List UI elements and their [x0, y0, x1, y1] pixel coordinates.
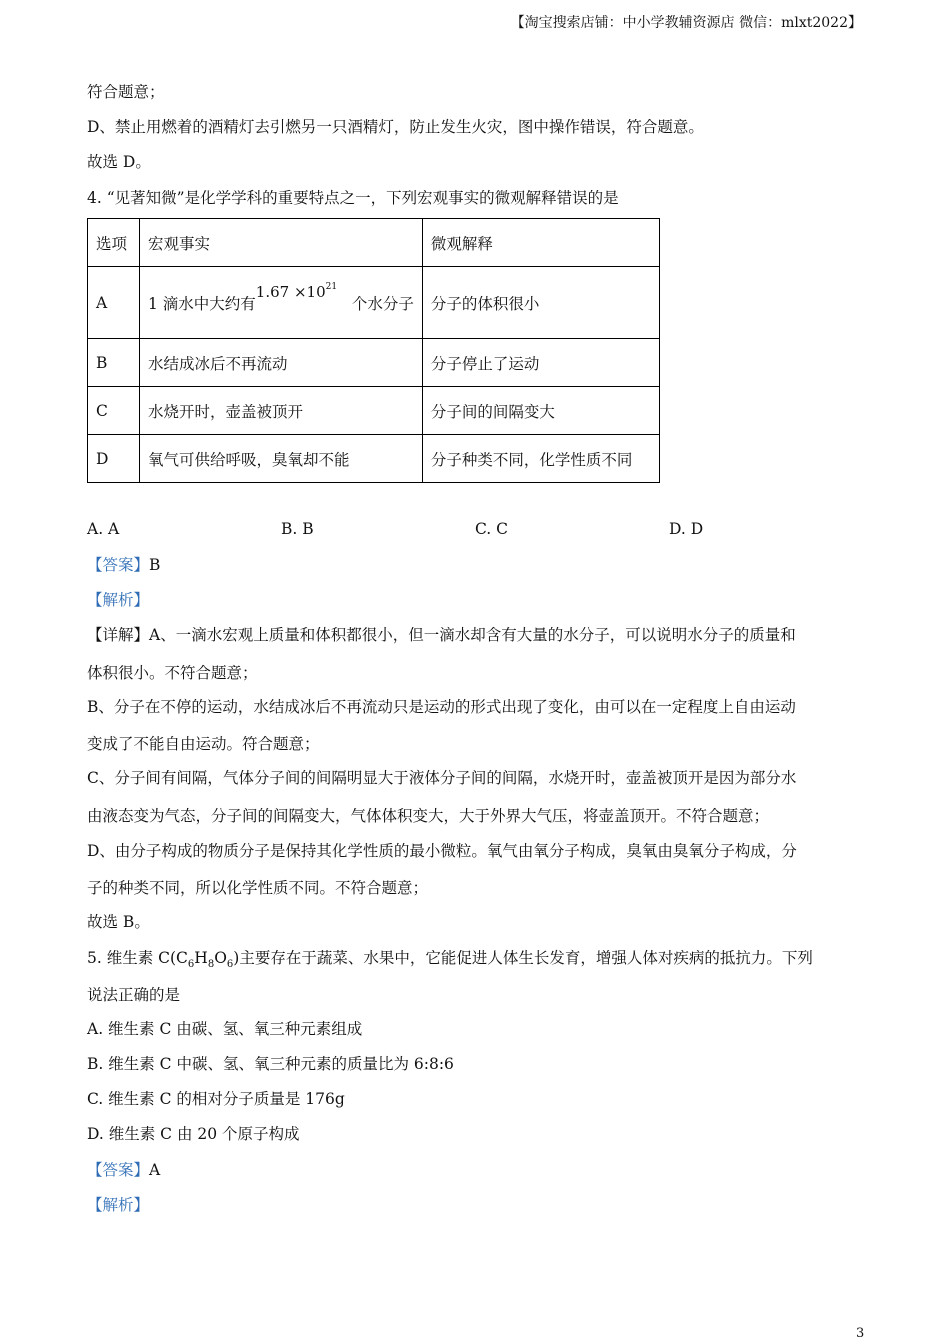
row-fact: 水结成冰后不再流动 — [140, 339, 423, 387]
q4-option-c: C. C — [475, 520, 509, 538]
row-fact: 1 滴水中大约有$1.67 \times 10^{21}$ 个水分子 — [140, 267, 423, 339]
q4-table — [87, 218, 660, 483]
q5-stem-line2: 说法正确的是 — [87, 986, 181, 1004]
q4-option-a: A. A — [87, 520, 120, 538]
table-header-option: 选项 — [88, 219, 140, 267]
table-header-fact: 宏观事实 — [140, 219, 423, 267]
table-row — [88, 387, 660, 435]
q3-tail-line3: 故选 D。 — [87, 153, 151, 171]
q3-tail-line1: 符合题意； — [87, 83, 165, 101]
q4-stem: 4. “见著知微”是化学学科的重要特点之一，下列宏观事实的微观解释错误的是 — [87, 189, 619, 207]
q4-conclusion: 故选 B。 — [87, 913, 150, 931]
table-row — [88, 339, 660, 387]
q4-detail-line: 子的种类不同，所以化学性质不同。不符合题意； — [87, 879, 429, 897]
row-option: D — [88, 435, 140, 483]
page-number: 3 — [856, 1326, 865, 1341]
q5-option-b: B. 维生素 C 中碳、氢、氧三种元素的质量比为 6:8:6 — [87, 1055, 454, 1073]
row-option: B — [88, 339, 140, 387]
q5-option-a: A. 维生素 C 由碳、氢、氧三种元素组成 — [87, 1020, 363, 1038]
q4-detail-line: 体积很小。不符合题意； — [87, 664, 258, 682]
scientific-number: $1.67 \times 10^{21}$ — [255, 281, 338, 301]
row-fact: 氧气可供给呼吸，臭氧却不能 — [140, 435, 423, 483]
table-row — [88, 267, 660, 339]
q5-option-c: C. 维生素 C 的相对分子质量是 176g — [87, 1090, 345, 1108]
row-explain: 分子种类不同，化学性质不同 — [422, 435, 659, 483]
row-option: A — [88, 267, 140, 339]
q4-answer: 【答案】B — [87, 556, 161, 574]
q4-detail-line: B、分子在不停的运动，水结成冰后不再流动只是运动的形式出现了变化，由可以在一定程度上自由运动 — [87, 698, 796, 716]
q5-analysis-label: 【解析】 — [87, 1196, 150, 1214]
q4-detail-line: 【详解】A、一滴水宏观上质量和体积都很小，但一滴水却含有大量的水分子，可以说明水分子的质量和 — [87, 626, 796, 644]
row-explain: 分子的体积很小 — [422, 267, 659, 339]
page-header: 【淘宝搜索店铺：中小学教辅资源店 微信：mlxt2022】 — [510, 15, 862, 31]
row-option: C — [88, 387, 140, 435]
q4-analysis-label: 【解析】 — [87, 591, 150, 609]
q5-option-d: D. 维生素 C 由 20 个原子构成 — [87, 1125, 300, 1143]
row-fact: 水烧开时，壶盖被顶开 — [140, 387, 423, 435]
row-explain: 分子间的间隔变大 — [422, 387, 659, 435]
q5-answer: 【答案】A — [87, 1161, 161, 1179]
q4-option-b: B. B — [281, 520, 314, 538]
q4-detail-line: D、由分子构成的物质分子是保持其化学性质的最小微粒。氧气由氧分子构成，臭氧由臭氧分子构成，分 — [87, 842, 797, 860]
q3-tail-line2: D、禁止用燃着的酒精灯去引燃另一只酒精灯，防止发生火灾，图中操作错误，符合题意。 — [87, 118, 704, 136]
q4-option-d: D. D — [669, 520, 704, 538]
q4-detail-line: C、分子间有间隔，气体分子间的间隔明显大于液体分子间的间隔，水烧开时，壶盖被顶开是因为部分水 — [87, 769, 797, 787]
table-row — [88, 435, 660, 483]
q4-detail-line: 由液态变为气态，分子间的间隔变大，气体体积变大，大于外界大气压，将壶盖顶开。不符合题意； — [87, 807, 770, 825]
table-header-explain: 微观解释 — [422, 219, 659, 267]
q4-detail-line: 变成了不能自由运动。符合题意； — [87, 735, 320, 753]
q5-stem: 5. 维生素 $C(C_6H_8O_6)$主要存在于蔬菜、水果中，它能促进人体生长发育，增强人体对疾病的抵抗力。下列 — [87, 949, 813, 971]
row-explain: 分子停止了运动 — [422, 339, 659, 387]
